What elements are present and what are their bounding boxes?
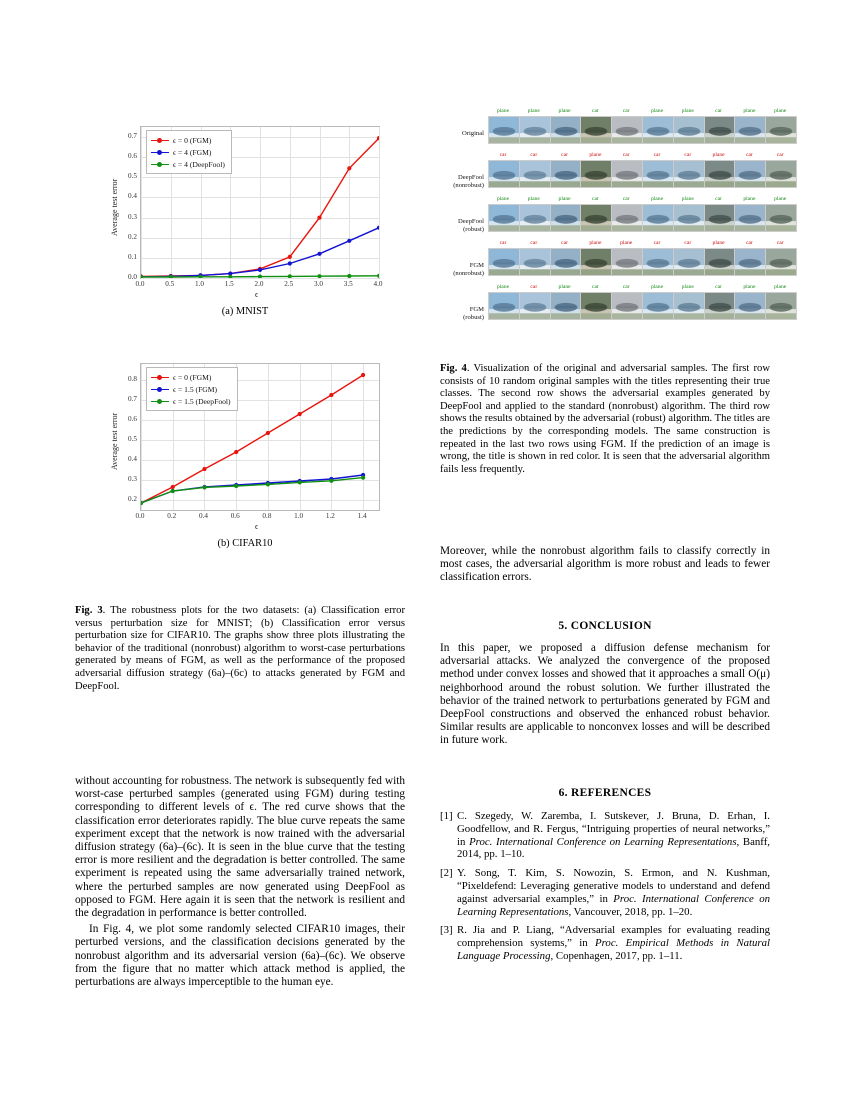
- reference-item: [440, 810, 770, 861]
- legend-label: ϵ = 4 (DeepFool): [173, 159, 225, 169]
- sample-image: [643, 117, 673, 143]
- sample-image: [674, 117, 704, 143]
- figure-4-cell-image: [519, 116, 551, 144]
- y-tick-label: 0.4: [128, 455, 137, 463]
- series-marker: [288, 261, 292, 265]
- sample-image: [674, 205, 704, 231]
- y-tick-label: 0.6: [128, 415, 137, 423]
- figure-4-cell-image: [734, 292, 766, 320]
- figure-4-cell-title: car: [745, 240, 753, 246]
- legend-swatch: [151, 389, 169, 390]
- figure-4-cell-image: [580, 204, 612, 232]
- figure-3a-label: (a) MNIST: [221, 306, 269, 317]
- sample-image: [581, 249, 611, 275]
- sample-image: [489, 161, 519, 187]
- figure-4-cell-title: car: [499, 240, 507, 246]
- sample-image: [766, 293, 796, 319]
- figure-4-cell-image: [611, 292, 643, 320]
- sample-image: [705, 117, 735, 143]
- legend-marker: [157, 387, 162, 392]
- figure-4-cell-image: [704, 160, 736, 188]
- legend-marker: [157, 375, 162, 380]
- reference-number: [1]: [440, 810, 453, 822]
- sample-image: [735, 293, 765, 319]
- x-tick-label: 4.0: [373, 280, 383, 288]
- legend-swatch: [151, 164, 169, 165]
- sample-image: [674, 249, 704, 275]
- figure-4-cell-title: plane: [743, 108, 756, 114]
- figure-4-caption: [440, 363, 770, 476]
- body-paragraph-1: without accounting for robustness. The network is subsequently fed with worst-case perturbed samples (generated using FGM) during testing corresponding to different levels of ϵ. The red curve shows that the classification error deteriorates rapidly. The blue curve repeats the same experiment except that the network is now trained with the adversarial diffusion strategy (6a)–(6c). It is seen in the blue curve that the testing error is more resilient and the degradation is better controlled. The same experiment is repeated using the same adversarially trained network, where the perturbed samples are now generated using DeepFool as opposed to FGM. Here again it is seen that the network is resilient and the degradation in performance is better controlled.: [75, 775, 405, 920]
- figure-4-cell-title: car: [561, 152, 569, 158]
- x-tick-label: 1.2: [325, 512, 335, 520]
- sample-image: [520, 117, 550, 143]
- figure-4-cell-title: plane: [527, 108, 540, 114]
- figure-4-cell-title: plane: [650, 196, 664, 202]
- y-tick-label: 0.5: [128, 435, 137, 443]
- figure-4-cell-title: plane: [774, 196, 787, 202]
- legend-item: [151, 371, 231, 383]
- legend-marker: [157, 162, 162, 167]
- series-marker: [347, 274, 351, 278]
- series-marker: [234, 450, 238, 454]
- legend-label: ϵ = 1.5 (DeepFool): [173, 396, 231, 406]
- figure-4-cell-title: car: [622, 196, 630, 202]
- figure-4-cell-title: plane: [558, 108, 571, 114]
- figure-4-cell-image: [611, 116, 643, 144]
- series-marker: [202, 485, 206, 489]
- figure-4-caption-text: . Visualization of the original and adversarial samples. The first row consists of 10 random original samples with the titles representing their true classes. The second row shows the adversarial examples generated by DeepFool and applied to the standard (nonrobust) algorithm. The third row shows the results obtained by the adversarial (robust) algorithm. The titles are the predictions by the corresponding models. The same construction is repeated in the last two rows using FGM. If the prediction of an image is wrong, the title is shown in red color. It is seen that the adversarial algorithm fails less frequently.: [440, 363, 770, 475]
- sample-image: [705, 293, 735, 319]
- legend-label: ϵ = 4 (FGM): [173, 147, 212, 157]
- sample-image: [735, 117, 765, 143]
- x-tick-label: 1.4: [357, 512, 367, 520]
- figure-4-cell-title: plane: [650, 284, 664, 290]
- x-tick-label: 2.0: [254, 280, 264, 288]
- sample-image: [489, 205, 519, 231]
- figure-4-cell-title: plane: [774, 108, 787, 114]
- figure-4-cell-image: [550, 160, 582, 188]
- sample-image: [612, 205, 642, 231]
- sample-image: [581, 117, 611, 143]
- sample-image: [735, 205, 765, 231]
- figure-4-cell-title: plane: [496, 284, 510, 290]
- figure-3b-label: (b) CIFAR10: [217, 538, 273, 549]
- right-column-body: [440, 545, 770, 585]
- figure-4-cell-image: [734, 116, 766, 144]
- x-tick-label: 1.0: [195, 280, 204, 288]
- reference-list: [440, 810, 770, 963]
- figure-4-cell-title: car: [745, 152, 753, 158]
- figure-4-cell-image: [488, 248, 520, 276]
- series-marker: [228, 275, 232, 278]
- figure-4-cell-image: [765, 116, 797, 144]
- legend-marker: [157, 138, 162, 143]
- figure-4-row-label: DeepFool (robust): [457, 218, 484, 233]
- figure-4-cell-title: car: [530, 240, 538, 246]
- figure-4-row-label: FGM (robust): [463, 306, 484, 321]
- figure-4-cell-image: [519, 160, 551, 188]
- series-marker: [317, 216, 321, 220]
- y-tick-label: 0.5: [128, 172, 137, 181]
- mnist-chart: [100, 118, 390, 303]
- sample-image: [551, 205, 581, 231]
- sample-image: [612, 117, 642, 143]
- figure-4-cell-title: car: [622, 152, 630, 158]
- reference-text: R. Jia and P. Liang, “Adversarial examples for evaluating reading comprehension systems,” in Proc. Empirical Methods in Natural Language Processing, Copenhagen, 2017, pp. 1–11.: [457, 924, 770, 962]
- legend-swatch: [151, 152, 169, 153]
- reference-item: [440, 867, 770, 918]
- sample-image: [520, 205, 550, 231]
- sample-image: [643, 161, 673, 187]
- sample-image: [674, 161, 704, 187]
- figure-3a: [100, 118, 390, 317]
- figure-4-cell-title: car: [715, 196, 723, 202]
- x-axis-label: ϵ: [255, 290, 259, 299]
- sample-image: [705, 249, 735, 275]
- series-marker: [329, 393, 333, 397]
- x-tick-label: 0.5: [165, 280, 175, 288]
- figure-4-cell-image: [765, 160, 797, 188]
- figure-4-cell-title: plane: [681, 284, 694, 290]
- series-marker: [329, 479, 333, 483]
- sample-image: [551, 249, 581, 275]
- figure-4-cell-title: car: [715, 108, 723, 114]
- figure-4-cell-title: plane: [589, 240, 602, 246]
- series-marker: [258, 275, 262, 279]
- sample-image: [643, 249, 673, 275]
- series-marker: [258, 268, 262, 272]
- sample-image: [674, 293, 704, 319]
- legend-swatch: [151, 140, 169, 141]
- series-marker: [288, 274, 292, 278]
- series-marker: [202, 467, 206, 471]
- figure-4-cell-title: car: [591, 284, 599, 290]
- x-tick-label: 0.6: [230, 512, 240, 520]
- sample-image: [766, 205, 796, 231]
- reference-text: C. Szegedy, W. Zaremba, I. Sutskever, J. Bruna, D. Erhan, I. Goodfellow, and R. Fergus, “Intriguing properties of neural networks,” in Proc. International Conference on Learning Representations, Banff, 2014, pp. 1–10.: [457, 810, 770, 861]
- y-tick-label: 0.3: [128, 475, 137, 483]
- series-marker: [171, 489, 175, 493]
- figure-4-cell-image: [550, 292, 582, 320]
- figure-4-cell-image: [734, 204, 766, 232]
- x-tick-label: 0.0: [135, 280, 145, 288]
- sample-image: [766, 117, 796, 143]
- sample-image: [581, 205, 611, 231]
- reference-number: [2]: [440, 867, 453, 880]
- figure-4-caption-label: Fig. 4: [440, 363, 467, 374]
- legend-item: [151, 383, 231, 395]
- figure-4-cell-image: [765, 248, 797, 276]
- y-axis-label: Average test error: [110, 412, 119, 470]
- series-marker: [347, 239, 351, 243]
- series-marker: [234, 484, 238, 488]
- chart-legend: [146, 130, 232, 174]
- legend-label: ϵ = 1.5 (FGM): [173, 384, 218, 394]
- grid-line-x: [379, 127, 380, 278]
- references-section: [440, 787, 770, 969]
- sample-image: [520, 293, 550, 319]
- y-tick-label: 0.7: [128, 132, 137, 141]
- legend-label: ϵ = 0 (FGM): [173, 135, 212, 145]
- figure-4-cell-image: [519, 248, 551, 276]
- figure-3-caption: [75, 605, 405, 693]
- figure-4-cell-title: plane: [712, 152, 725, 158]
- x-tick-label: 3.5: [343, 280, 353, 288]
- figure-3-caption-label: Fig. 3: [75, 605, 103, 616]
- figure-4-cell-title: car: [653, 152, 661, 158]
- figure-4-cell-title: car: [530, 152, 538, 158]
- x-tick-label: 0.0: [135, 512, 145, 520]
- legend-item: [151, 158, 225, 170]
- figure-4-cell-image: [673, 116, 705, 144]
- sample-image: [766, 161, 796, 187]
- figure-4-cell-image: [673, 292, 705, 320]
- x-tick-label: 0.4: [198, 512, 208, 520]
- sample-image: [766, 249, 796, 275]
- sample-image: [489, 293, 519, 319]
- figure-4-cell-title: plane: [589, 152, 602, 158]
- left-column-body: [75, 775, 405, 989]
- legend-marker: [157, 399, 162, 404]
- legend-item: [151, 134, 225, 146]
- y-tick-label: 0.0: [128, 273, 137, 281]
- figure-4-cell-image: [550, 204, 582, 232]
- figure-4-cell-image: [488, 204, 520, 232]
- figure-3-caption-text: . The robustness plots for the two datasets: (a) Classification error versus perturbation size for MNIST; (b) Classification error versus perturbation size for CIFAR10. The graphs show three plots illustrating the behavior of the traditional (nonrobust) algorithm to worst-case perturbations generated by means of FGM, as well as the performance of the proposed adversarial diffusion strategy (6a)–(6c) to attacks generated by FGM and DeepFool.: [75, 605, 405, 692]
- sample-image: [705, 205, 735, 231]
- x-tick-label: 0.2: [167, 512, 177, 520]
- x-tick-label: 1.5: [224, 280, 234, 288]
- sample-image: [735, 161, 765, 187]
- body-paragraph-3: Moreover, while the nonrobust algorithm fails to classify correctly in most cases, the adversarial algorithm is more robust and leads to fewer classification errors.: [440, 545, 770, 584]
- series-marker: [317, 252, 321, 256]
- sample-image: [581, 293, 611, 319]
- figure-4-row-label: Original: [462, 130, 484, 137]
- sample-image: [520, 161, 550, 187]
- figure-4-cell-title: plane: [496, 196, 510, 202]
- figure-4-cell-image: [704, 116, 736, 144]
- figure-4-cell-title: car: [530, 284, 538, 290]
- figure-4-cell-image: [642, 160, 674, 188]
- legend-swatch: [151, 401, 169, 402]
- figure-4-cell-image: [580, 160, 612, 188]
- figure-4-cell-image: [704, 248, 736, 276]
- figure-4-cell-title: car: [499, 152, 507, 158]
- figure-4-cell-image: [673, 204, 705, 232]
- figure-4-cell-title: car: [622, 108, 630, 114]
- figure-4-row-label: DeepFool (nonrobust): [453, 174, 484, 189]
- figure-4-cell-image: [765, 292, 797, 320]
- x-tick-label: 3.0: [314, 280, 323, 288]
- figure-4-cell-title: car: [684, 240, 692, 246]
- reference-venue: Proc. International Conference on Learning Representations: [469, 835, 737, 848]
- figure-4-cell-image: [611, 248, 643, 276]
- series-marker: [317, 274, 321, 278]
- sample-image: [705, 161, 735, 187]
- figure-4-cell-image: [611, 204, 643, 232]
- figure-4-cell-image: [580, 292, 612, 320]
- legend-item: [151, 146, 225, 158]
- sample-image: [735, 249, 765, 275]
- y-tick-label: 0.6: [128, 152, 137, 161]
- figure-4-cell-image: [642, 292, 674, 320]
- figure-4-row-label: FGM (nonrobust): [453, 262, 484, 277]
- y-tick-label: 0.3: [128, 212, 137, 221]
- figure-4-cell-image: [550, 248, 582, 276]
- figure-4-cell-image: [642, 116, 674, 144]
- figure-4-cell-image: [611, 160, 643, 188]
- sample-image: [643, 205, 673, 231]
- figure-4-cell-title: plane: [558, 196, 571, 202]
- figure-4-cell-image: [673, 248, 705, 276]
- figure-4-cell-image: [642, 248, 674, 276]
- reference-item: [440, 924, 770, 962]
- legend-swatch: [151, 377, 169, 378]
- conclusion-text: In this paper, we proposed a diffusion defense mechanism for adversarial attacks. We analyzed the convergence of the proposed method under convex losses and showed that it approaches a small O(μ) neighborhood around the robust solution. We further illustrated the behavior of the trained network to perturbations generated by FGM and DeepFool constructions and observed the enhanced robust behavior. Similar results are applicable to nonconvex losses and will be described in future work.: [440, 642, 770, 747]
- sample-image: [551, 117, 581, 143]
- y-tick-label: 0.2: [128, 232, 137, 241]
- y-tick-label: 0.8: [128, 375, 137, 383]
- series-marker: [266, 482, 270, 486]
- series-marker: [171, 485, 175, 489]
- x-axis-label: ϵ: [255, 522, 259, 531]
- figure-4-cell-title: plane: [681, 108, 694, 114]
- figure-4-cell-image: [704, 292, 736, 320]
- conclusion-section: [440, 620, 770, 748]
- figure-4-cell-title: plane: [620, 240, 633, 246]
- sample-image: [612, 161, 642, 187]
- grid-line-y: [141, 278, 379, 279]
- sample-image: [520, 249, 550, 275]
- cifar10-chart: [100, 355, 390, 535]
- sample-image: [551, 293, 581, 319]
- sample-image: [489, 117, 519, 143]
- series-marker: [377, 274, 379, 278]
- x-tick-label: 2.5: [284, 280, 294, 288]
- chart-legend: [146, 367, 238, 411]
- figure-4-cell-title: plane: [496, 108, 510, 114]
- sample-image: [643, 293, 673, 319]
- figure-4-cell-title: plane: [712, 240, 725, 246]
- legend-item: [151, 395, 231, 407]
- figure-4-cell-image: [765, 204, 797, 232]
- figure-4-cell-title: car: [561, 240, 569, 246]
- figure-4-cell-image: [488, 116, 520, 144]
- figure-4-cell-title: car: [776, 240, 784, 246]
- sample-image: [551, 161, 581, 187]
- figure-4-cell-title: car: [684, 152, 692, 158]
- body-paragraph-2: In Fig. 4, we plot some randomly selected CIFAR10 images, their perturbed versions, and the classification decisions generated by the nonrobust algorithm and its adversarial version (6a)–(6c). We observe from the figure that no matter which attack method is applied, the perturbations are always imperceptible to the human eye.: [75, 923, 405, 989]
- y-axis-label: Average test error: [110, 178, 119, 236]
- figure-4-cell-image: [580, 116, 612, 144]
- figure-4-grid: [440, 100, 787, 330]
- series-marker: [361, 373, 365, 377]
- x-tick-label: 1.0: [294, 512, 304, 520]
- figure-4-cell-image: [642, 204, 674, 232]
- figure-4-cell-image: [673, 160, 705, 188]
- figure-4-cell-title: plane: [743, 284, 756, 290]
- figure-4-cell-title: plane: [774, 284, 787, 290]
- y-tick-label: 0.4: [128, 192, 137, 201]
- conclusion-heading: 5. CONCLUSION: [558, 620, 652, 632]
- legend-marker: [157, 150, 162, 155]
- figure-4-cell-title: car: [622, 284, 630, 290]
- figure-4-cell-image: [734, 248, 766, 276]
- series-marker: [298, 480, 302, 484]
- figure-4-cell-title: plane: [743, 196, 756, 202]
- figure-4-cell-title: plane: [527, 196, 540, 202]
- figure-4-cell-image: [704, 204, 736, 232]
- figure-4-cell-title: plane: [681, 196, 694, 202]
- figure-4-cell-image: [734, 160, 766, 188]
- sample-image: [612, 293, 642, 319]
- figure-4-cell-image: [550, 116, 582, 144]
- y-tick-label: 0.2: [128, 495, 137, 503]
- figure-4-cell-image: [580, 248, 612, 276]
- figure-4-cell-image: [488, 292, 520, 320]
- figure-4-cell-title: plane: [650, 108, 664, 114]
- figure-4-cell-title: car: [715, 284, 723, 290]
- sample-image: [612, 249, 642, 275]
- y-tick-label: 0.1: [128, 252, 137, 261]
- figure-3b: [100, 355, 390, 549]
- figure-4-cell-title: car: [591, 196, 599, 202]
- series-marker: [298, 412, 302, 416]
- series-marker: [361, 476, 365, 480]
- figure-4-cell-title: car: [591, 108, 599, 114]
- y-tick-label: 0.7: [128, 395, 137, 403]
- reference-venue: Proc. Empirical Methods in Natural Language Processing: [457, 937, 770, 962]
- legend-label: ϵ = 0 (FGM): [173, 372, 212, 382]
- reference-venue: Proc. International Conference on Learning Representations: [457, 892, 770, 918]
- series-marker: [266, 431, 270, 435]
- figure-4-cell-title: plane: [558, 284, 571, 290]
- reference-number: [3]: [440, 924, 453, 937]
- sample-image: [581, 161, 611, 187]
- reference-text: Y. Song, T. Kim, S. Nowozin, S. Ermon, and N. Kushman, “Pixeldefend: Leveraging generative models to understand and defend against adversarial examples,” in Proc. International Conference on Learning Representations, Vancouver, 2018, pp. 1–20.: [457, 867, 770, 918]
- figure-4-cell-image: [488, 160, 520, 188]
- references-heading: 6. REFERENCES: [558, 787, 652, 799]
- sample-image: [489, 249, 519, 275]
- series-marker: [347, 166, 351, 170]
- figure-4-cell-image: [519, 292, 551, 320]
- figure-4-cell-title: car: [653, 240, 661, 246]
- figure-4-cell-image: [519, 204, 551, 232]
- series-marker: [288, 255, 292, 259]
- x-tick-label: 0.8: [262, 512, 272, 520]
- figure-4-cell-title: car: [776, 152, 784, 158]
